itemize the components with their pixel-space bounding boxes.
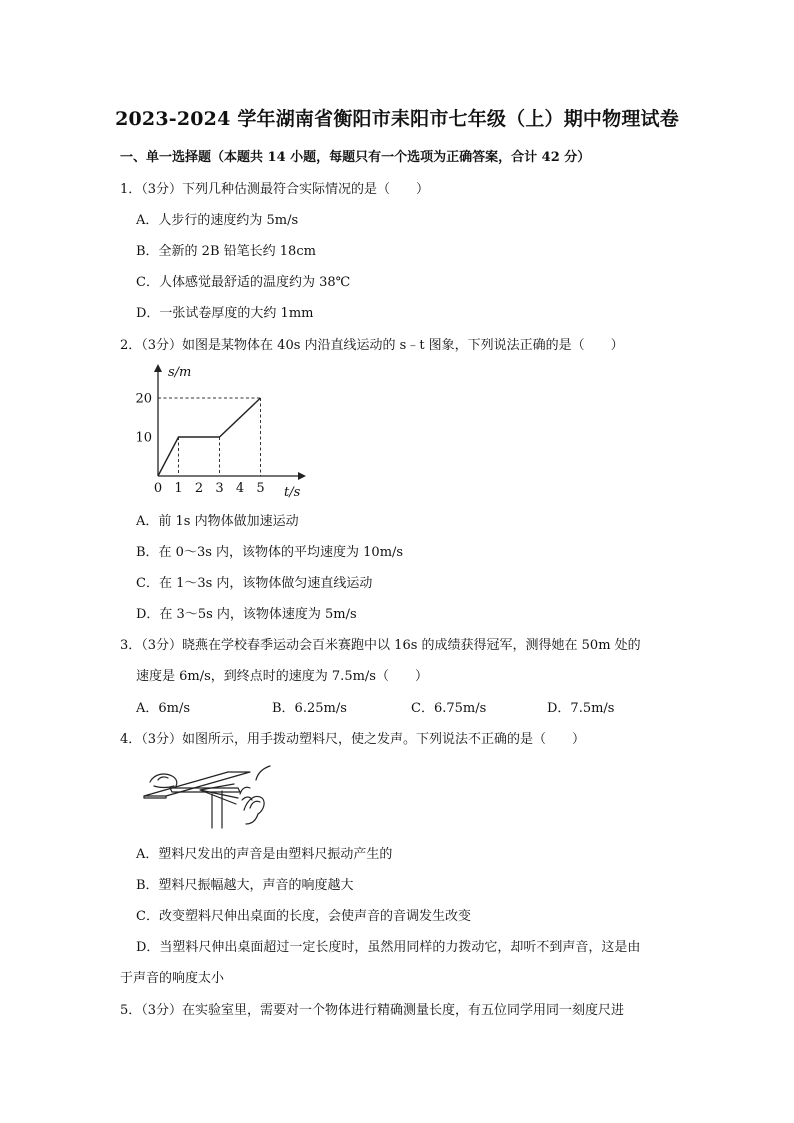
question-3-stem-line1: 3．（3分）晓燕在学校春季运动会百米赛跑中以 16s 的成绩获得冠军，测得她在 50m 处的 xyxy=(120,638,641,653)
question-2-option-a: A．前 1s 内物体做加速运动 xyxy=(136,514,299,529)
question-4-option-b: B．塑料尺振幅越大，声音的响度越大 xyxy=(136,878,354,893)
section-heading: 一、单一选择题（本题共 14 小题，每题只有一个选项为正确答案，合计 42 分） xyxy=(120,150,591,165)
question-1-option-a: A．人步行的速度约为 5m/s xyxy=(136,213,299,228)
x-tick-label-5: 5 xyxy=(256,481,265,496)
x-tick-label-4: 4 xyxy=(235,481,245,496)
question-4-option-d: D．当塑料尺伸出桌面超过一定长度时，虽然用同样的力拨动它，却听不到声音，这是由 xyxy=(136,940,641,955)
x-tick-label-0: 0 xyxy=(153,481,163,496)
question-4-option-d-cont: 于声音的响度太小 xyxy=(120,971,225,986)
x-tick-label-1: 1 xyxy=(174,481,183,496)
question-1-stem: 1．（3分）下列几种估测最符合实际情况的是（ ） xyxy=(120,182,430,197)
y-axis-label: s/m xyxy=(168,365,192,380)
question-1-option-b: B．全新的 2B 铅笔长约 18cm xyxy=(136,244,316,259)
x-axis-arrow xyxy=(298,472,306,480)
question-2-stem: 2．（3分）如图是某物体在 40s 内沿直线运动的 s﹣t 图象，下列说法正确的是（ ） xyxy=(120,338,624,353)
series-line xyxy=(158,398,261,476)
question-4-option-a: A．塑料尺发出的声音是由塑料尺振动产生的 xyxy=(136,847,393,862)
y-tick-label-10: 10 xyxy=(135,430,152,446)
question-2-option-c: C．在 1～3s 内，该物体做匀速直线运动 xyxy=(136,576,373,591)
x-tick-label-3: 3 xyxy=(215,481,224,496)
question-1-option-c: C．人体感觉最舒适的温度约为 38℃ xyxy=(136,275,351,290)
question-2-option-b: B．在 0～3s 内，该物体的平均速度为 10m/s xyxy=(136,545,404,560)
page-title: 2023-2024 学年湖南省衡阳市耒阳市七年级（上）期中物理试卷 xyxy=(115,108,679,130)
st-graph xyxy=(130,360,320,500)
ruler-on-desk-illustration xyxy=(140,758,275,830)
question-5-stem: 5．（3分）在实验室里，需要对一个物体进行精确测量长度，有五位同学用同一刻度尺进 xyxy=(120,1003,625,1018)
question-3-option-c: C．6.75m/s xyxy=(411,701,487,716)
x-tick-label-2: 2 xyxy=(194,481,204,496)
y-axis-arrow xyxy=(154,364,162,372)
question-2-option-d: D．在 3～5s 内，该物体速度为 5m/s xyxy=(136,607,357,622)
question-3-option-b: B．6.25m/s xyxy=(272,701,347,716)
question-3-option-d: D．7.5m/s xyxy=(547,701,615,716)
question-1-option-d: D．一张试卷厚度的大约 1mm xyxy=(136,306,314,321)
question-4-option-c: C．改变塑料尺伸出桌面的长度，会使声音的音调发生改变 xyxy=(136,909,471,924)
x-axis-label: t/s xyxy=(284,485,301,500)
question-4-stem: 4．（3分）如图所示，用手拨动塑料尺，使之发声。下列说法不正确的是（ ） xyxy=(120,732,586,747)
question-3-stem-line2: 速度是 6m/s，到终点时的速度为 7.5m/s（ ） xyxy=(136,669,428,684)
y-tick-label-20: 20 xyxy=(135,391,152,407)
question-3-option-a: A．6m/s xyxy=(136,701,191,716)
